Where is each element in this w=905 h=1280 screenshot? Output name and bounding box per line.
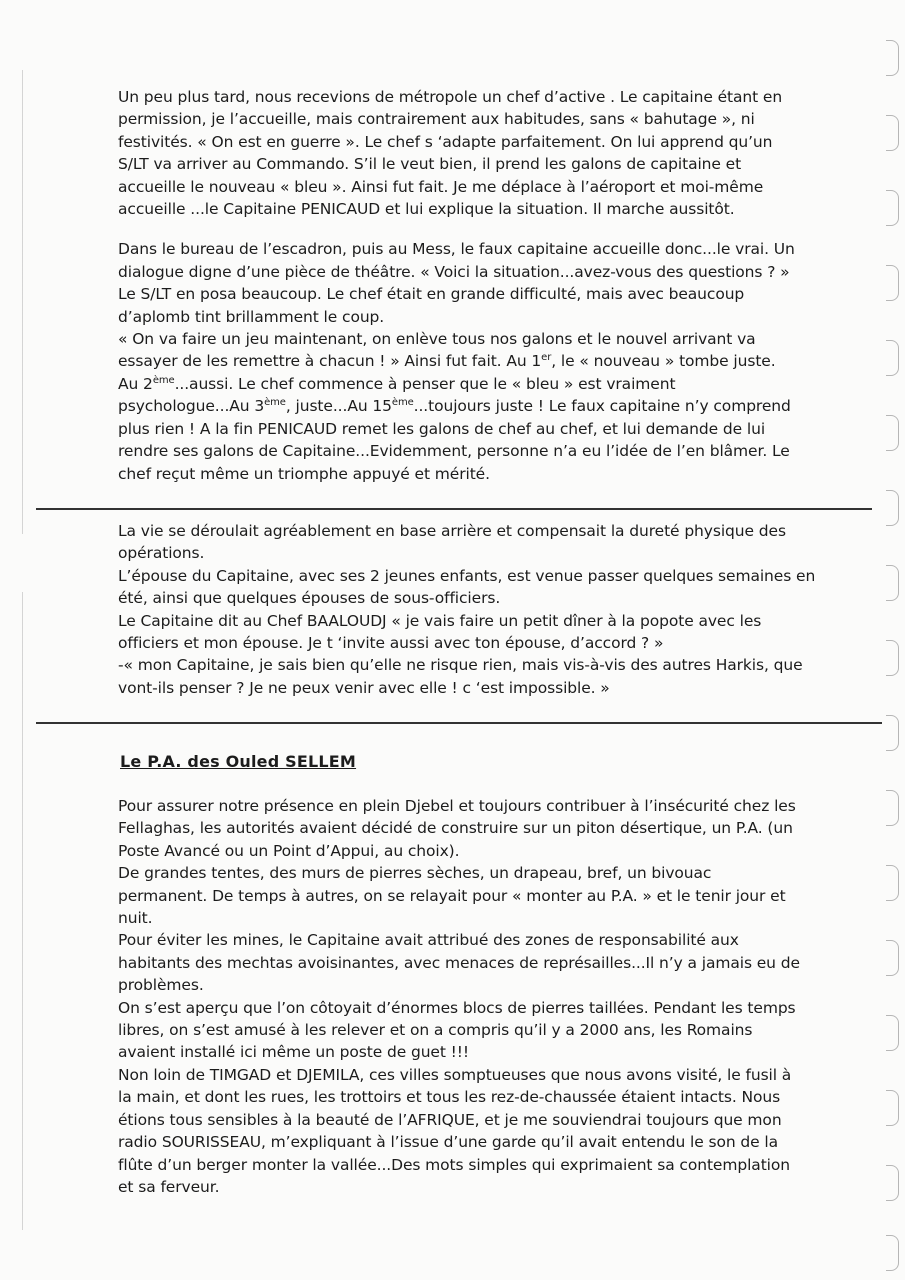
- binding-ring-icon: [886, 190, 899, 226]
- section-divider: [36, 508, 872, 510]
- section-pa-ouled-sellem: [118, 795, 804, 1198]
- binding-ring-icon: [886, 490, 899, 526]
- binding-ring-icon: [886, 1165, 899, 1201]
- paragraph: -« mon Capitaine, je sais bien qu’elle ne risque rien, mais vis-à-vis des autres Harkis, que vont-ils penser ? Je ne peux venir avec elle ! c ‘est impossible. »: [118, 656, 803, 697]
- paragraph: Un peu plus tard, nous recevions de métropole un chef d’active . Le capitaine étant en permission, je l’accueille, mais contrairement aux habitudes, sans « bahutage », ni festivités. « On est en guerre ». Le chef s ‘adapte parfaitement. On lui apprend qu’un S/LT va arriver au Commando. S’il le veut bien, il prend les galons de capitaine et accueille le nouveau « bleu ». Ainsi fut fait. Je me déplace à l’aéroport et moi-même accueille ...le Capitaine PENICAUD et lui explique la situation. Il marche aussitôt.: [118, 88, 783, 219]
- binding-ring-icon: [886, 865, 899, 901]
- text-run: ...aussi. Le chef commence à penser que le « bleu » est vraiment psychologue...Au 3: [118, 374, 676, 416]
- section-base-arriere: [118, 520, 818, 699]
- binding-ring-icon: [886, 1090, 899, 1126]
- binding-ring-icon: [886, 565, 899, 601]
- binding-ring-icon: [886, 415, 899, 451]
- binding-ring-icon: [886, 1235, 899, 1271]
- paragraph: La vie se déroulait agréablement en base arrière et compensait la dureté physique des opérations.: [118, 522, 786, 563]
- paragraph: Dans le bureau de l’escadron, puis au Mess, le faux capitaine accueille donc...le vrai. Un dialogue digne d’une pièce de théâtre. « Voici la situation...avez-vous des questions ? » Le S/LT en posa beaucoup. Le chef était en grande difficulté, mais avec beaucoup d’aplomb tint brillamment le coup.: [118, 240, 795, 326]
- binding-ring-icon: [886, 715, 899, 751]
- superscript: ème: [391, 397, 414, 409]
- binding-ring-icon: [886, 115, 899, 151]
- paragraph: Pour éviter les mines, le Capitaine avait attribué des zones de responsabilité aux habitants des mechtas avoisinantes, avec menaces de représailles...Il n’y a jamais eu de problèmes.: [118, 931, 800, 995]
- superscript: ème: [264, 397, 286, 409]
- paragraph: [118, 328, 800, 485]
- binding-ring-icon: [886, 340, 899, 376]
- text-run: , juste...Au 15: [285, 397, 392, 416]
- section-penicaud: [118, 86, 800, 485]
- section-divider: [36, 722, 882, 724]
- text-run: « On va faire un jeu maintenant, on enlève tous nos galons et le nouvel arrivant va essayer de les remettre à chacun ! » Ainsi fut fait. Au 1: [118, 330, 756, 371]
- binding-ring-icon: [886, 940, 899, 976]
- binding-ring-icon: [886, 790, 899, 826]
- superscript: ème: [152, 374, 175, 386]
- binding-ring-icon: [886, 265, 899, 301]
- left-margin-line: [22, 70, 23, 1230]
- paragraph: L’épouse du Capitaine, avec ses 2 jeunes enfants, est venue passer quelques semaines en été, ainsi que quelques épouses de sous-officiers.: [118, 566, 816, 608]
- paragraph: De grandes tentes, des murs de pierres sèches, un drapeau, bref, un bivouac permanent. De temps à autres, on se relayait pour « monter au P.A. » et le tenir jour et nuit.: [118, 864, 786, 928]
- paragraph: Le Capitaine dit au Chef BAALOUDJ « je vais faire un petit dîner à la popote avec les officiers et mon épouse. Je t ‘invite aussi avec ton épouse, d’accord ? »: [118, 611, 762, 653]
- binding-ring-icon: [886, 640, 899, 676]
- superscript: er: [541, 352, 552, 364]
- binding-ring-icon: [886, 1015, 899, 1051]
- binding-ring-icon: [886, 40, 899, 76]
- ring-binding: [883, 20, 899, 1270]
- text-run: , le « nouveau » tombe juste. Au 2: [118, 352, 776, 393]
- section-heading: Le P.A. des Ouled SELLEM: [120, 752, 357, 771]
- text-run: ...toujours juste ! Le faux capitaine n’y comprend plus rien ! A la fin PENICAUD remet les galons de chef au chef, et lui demande de lui rendre ses galons de Capitaine...Evidemment, personne n’a eu l’idée de l’en blâmer. Le chef reçut même un triomphe appuyé et mérité.: [118, 397, 791, 483]
- paragraph: Pour assurer notre présence en plein Djebel et toujours contribuer à l’insécurité chez les Fellaghas, les autorités avaient décidé de construire sur un piton désertique, un P.A. (un Poste Avancé ou un Point d’Appui, au choix).: [118, 797, 796, 860]
- paragraph: Non loin de TIMGAD et DJEMILA, ces villes somptueuses que nous avons visité, le fusil à la main, et dont les rues, les trottoirs et tous les rez-de-chaussée étaient intacts. Nous étions tous sensibles à la beauté de l’AFRIQUE, et je me souviendrai toujours que mon radio SOURISSEAU, m’expliquant à l’issue d’une garde qu’il avait entendu le son de la flûte d’un berger monter la vallée...Des mots simples qui exprimaient sa contemplation et sa ferveur.: [118, 1065, 792, 1196]
- paragraph: On s’est aperçu que l’on côtoyait d’énormes blocs de pierres taillées. Pendant les temps libres, on s’est amusé à les relever et on a compris qu’il y a 2000 ans, les Romains avaient installé ici même un poste de guet !!!: [118, 998, 796, 1062]
